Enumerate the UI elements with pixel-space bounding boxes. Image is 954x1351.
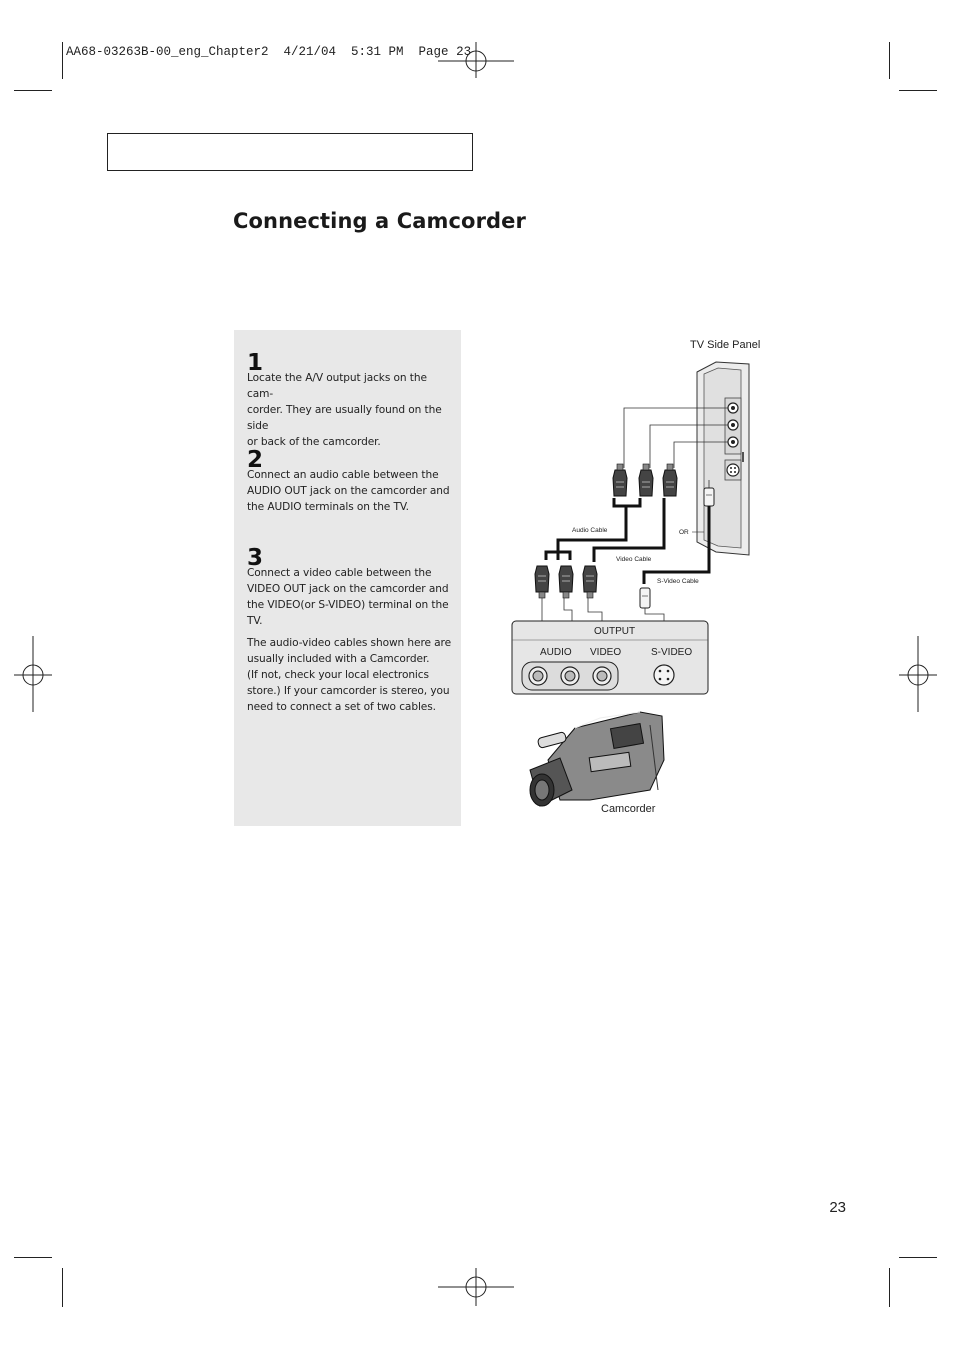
bottom-rca-plugs xyxy=(535,566,650,608)
page-title: Connecting a Camcorder xyxy=(233,209,526,233)
audio-jack-label: AUDIO xyxy=(540,647,572,658)
step-2-text: Connect an audio cable between the AUDIO OUT jack on the camcorder and the AUDIO terminals on the TV. xyxy=(247,469,450,513)
steps-panel xyxy=(234,330,461,826)
camcorder-label: Camcorder xyxy=(601,803,656,815)
camcorder-icon xyxy=(530,712,664,806)
svideo-cable-label: S-Video Cable xyxy=(657,578,699,585)
section-header-box xyxy=(107,133,473,171)
step-1-number: 1 xyxy=(247,350,264,376)
note-text: The audio-video cables shown here are usually included with a Camcorder. (If not, check your local electronics store.) If your camcorder is stereo, you need to connect a set of two cables. xyxy=(247,637,451,713)
video-cable-label: Video Cable xyxy=(616,556,652,563)
or-label: OR xyxy=(679,529,689,536)
tv-side-panel-label: TV Side Panel xyxy=(690,339,761,351)
tv-side-panel xyxy=(697,362,749,555)
step-3-text: Connect a video cable between the VIDEO OUT jack on the camcorder and the VIDEO(or S-VIDEO) terminal on the TV. xyxy=(247,567,449,627)
audio-cable-label: Audio Cable xyxy=(572,527,608,534)
step-1-text: Locate the A/V output jacks on the cam- corder. They are usually found on the side or back of the camcorder. xyxy=(247,372,442,448)
video-jack-label: VIDEO xyxy=(590,647,622,658)
connection-diagram xyxy=(490,330,780,830)
svideo-jack-label: S-VIDEO xyxy=(651,647,693,658)
top-rca-plugs xyxy=(613,464,677,496)
output-label: OUTPUT xyxy=(594,626,636,637)
step-3-number: 3 xyxy=(247,545,264,571)
print-header: AA68-03263B-00_eng_Chapter2 4/21/04 5:31 PM Page 23 xyxy=(66,45,472,59)
step-2-number: 2 xyxy=(247,447,264,473)
page-number: 23 xyxy=(829,1199,846,1216)
